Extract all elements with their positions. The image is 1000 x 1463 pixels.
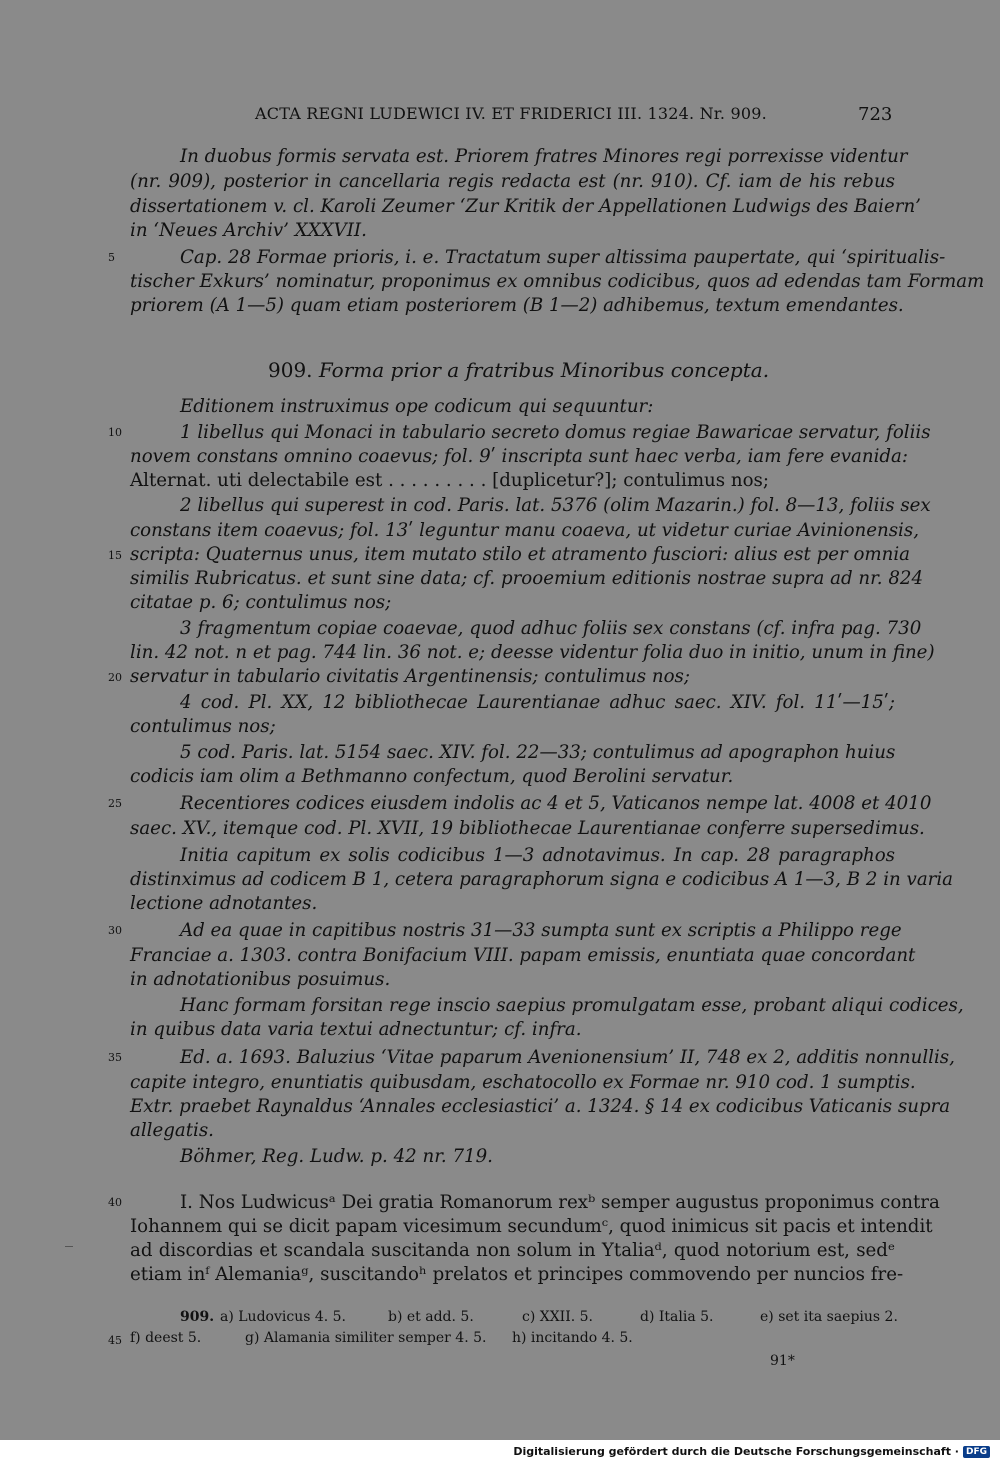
body-line: in quibus data varia textui adnectuntur; cf. infra.	[130, 1019, 582, 1040]
body-line: servatur in tabulario civitatis Argentinensis; contulimus nos;	[130, 666, 690, 687]
body-line: Editionem instruximus ope codicum qui sequuntur:	[180, 396, 654, 417]
footer-text: Digitalisierung gefördert durch die Deutsche Forschungsgemeinschaft ·	[513, 1445, 959, 1458]
dfg-logo-icon[interactable]: DFG	[963, 1446, 990, 1458]
footnote-h: h) incitando 4. 5.	[512, 1330, 633, 1346]
margin-number: 45	[108, 1334, 122, 1347]
margin-number: 15	[108, 549, 122, 562]
body-line: 1 libellus qui Monaci in tabulario secreto domus regiae Bawaricae servatur, foliis	[180, 422, 931, 443]
page-number: 723	[858, 104, 893, 125]
text-line: I. Nos Ludwicusᵃ Dei gratia Romanorum rexᵇ semper augustus proponimus contra	[180, 1192, 940, 1213]
intro-line: dissertationem v. cl. Karoli Zeumer ‘Zur Kritik der Appellationen Ludwigs des Baiern’	[130, 196, 921, 217]
body-line: 5 cod. Paris. lat. 5154 saec. XIV. fol. 22—33; contulimus ad apographon huius	[180, 742, 896, 763]
body-line: Recentiores codices eiusdem indolis ac 4 et 5, Vaticanos nempe lat. 4008 et 4010	[180, 793, 932, 814]
margin-number: 10	[108, 426, 122, 439]
digitization-footer	[0, 1440, 1000, 1463]
intro-line: tischer Exkurs’ nominatur, proponimus ex omnibus codicibus, quos ad edendas tam Formam	[130, 271, 985, 292]
body-line: allegatis.	[130, 1120, 214, 1141]
footnote-b: b) et add. 5.	[388, 1309, 474, 1325]
document-number: 909.	[268, 358, 313, 382]
intro-line: in ‘Neues Archiv’ XXXVII.	[130, 220, 367, 241]
body-line: contulimus nos;	[130, 716, 276, 737]
body-line: capite integro, enuntiatis quibusdam, eschatocollo ex Formae nr. 910 cod. 1 sumptis.	[130, 1072, 916, 1093]
text-line: etiam inᶠ Alemaniaᵍ, suscitandoʰ prelatos et principes commovendo per nuncios fre-	[130, 1264, 904, 1285]
body-line: citatae p. 6; contulimus nos;	[130, 592, 392, 613]
intro-line: In duobus formis servata est. Priorem fratres Minores regi porrexisse videntur	[180, 146, 908, 167]
margin-number: 25	[108, 797, 122, 810]
footnote-f: f) deest 5.	[130, 1330, 202, 1346]
intro-line: (nr. 909), posterior in cancellaria regis redacta est (nr. 910). Cf. iam de his rebus	[130, 171, 895, 192]
body-line: saec. XV., itemque cod. Pl. XVII, 19 bibliothecae Laurentianae conferre supersedimus.	[130, 818, 925, 839]
margin-number: 35	[108, 1051, 122, 1064]
footnote-c: c) XXII. 5.	[522, 1309, 594, 1325]
text-line: ad discordias et scandala suscitanda non solum in Ytaliaᵈ, quod notorium est, sedᵉ	[130, 1240, 895, 1261]
body-line: Böhmer, Reg. Ludw. p. 42 nr. 719.	[180, 1146, 493, 1167]
document-title	[268, 358, 769, 382]
footnote-d: d) Italia 5.	[640, 1309, 714, 1325]
margin-number: 20	[108, 671, 122, 684]
intro-line: Cap. 28 Formae prioris, i. e. Tractatum super altissima paupertate, qui ‘spiritualis-	[180, 247, 946, 268]
signature-mark: 91*	[770, 1353, 795, 1369]
margin-number: 5	[108, 251, 115, 264]
body-line: novem constans omnino coaevus; fol. 9ʹ inscripta sunt haec verba, iam fere evanida:	[130, 446, 909, 467]
body-line: Extr. praebet Raynaldus ‘Annales ecclesiastici’ a. 1324. § 14 ex codicibus Vaticanis supra	[130, 1096, 951, 1117]
footnote-a: a) Ludovicus 4. 5.	[220, 1309, 347, 1325]
body-line: Initia capitum ex solis codicibus 1—3 adnotavimus. In cap. 28 paragraphos	[180, 845, 895, 866]
body-line: lectione adnotantes.	[130, 893, 318, 914]
intro-line: priorem (A 1—5) quam etiam posteriorem (B 1—2) adhibemus, textum emendantes.	[130, 295, 904, 316]
body-line: similis Rubricatus. et sunt sine data; cf. prooemium editionis nostrae supra ad nr. 824	[130, 568, 924, 589]
body-line: Alternat. uti delectabile est . . . . . . . . . [duplicetur?]; contulimus nos;	[130, 470, 770, 491]
body-line: Ad ea quae in capitibus nostris 31—33 sumpta sunt ex scriptis a Philippo rege	[180, 920, 902, 941]
body-line: lin. 42 not. n et pag. 744 lin. 36 not. e; deesse videntur folia duo in initio, unum in fine)	[130, 642, 935, 663]
body-line: codicis iam olim a Bethmanno confectum, quod Berolini servatur.	[130, 766, 734, 787]
text-line: Iohannem qui se dicit papam vicesimum secundumᶜ, quod inimicus sit pacis et intendit	[130, 1216, 933, 1237]
body-line: 2 libellus qui superest in cod. Paris. lat. 5376 (olim Mazarin.) fol. 8—13, foliis sex	[180, 495, 931, 516]
body-line: Franciae a. 1303. contra Bonifacium VIII. papam emissis, enuntiata quae concordant	[130, 945, 916, 966]
margin-number: 30	[108, 924, 122, 937]
body-line: 4 cod. Pl. XX, 12 bibliothecae Laurentianae adhuc saec. XIV. fol. 11ʹ—15ʹ;	[180, 692, 895, 713]
body-line: distinximus ad codicem B 1, cetera paragraphorum signa e codicibus A 1—3, B 2 in varia	[130, 869, 954, 890]
body-line: constans item coaevus; fol. 13ʹ leguntur manu coaeva, ut videtur curiae Avinionensis,	[130, 520, 919, 541]
running-title: ACTA REGNI LUDEWICI IV. ET FRIDERICI III. 1324. Nr. 909.	[255, 104, 767, 123]
margin-number: 40	[108, 1196, 122, 1209]
body-line: 3 fragmentum copiae coaevae, quod adhuc foliis sex constans (cf. infra pag. 730	[180, 618, 922, 639]
body-line: Hanc formam forsitan rege inscio saepius promulgatam esse, probant aliqui codices,	[180, 995, 964, 1016]
footnote-number: 909.	[180, 1309, 215, 1325]
body-line: scripta: Quaternus unus, item mutato stilo et atramento fusciori: alius est per omnia	[130, 544, 911, 565]
footnote-g: g) Alamania similiter semper 4. 5.	[245, 1330, 487, 1346]
body-line: in adnotationibus posuimus.	[130, 969, 391, 990]
body-line: Ed. a. 1693. Baluzius ‘Vitae paparum Avenionensium’ II, 748 ex 2, additis nonnullis,	[180, 1047, 955, 1068]
document-heading: Forma prior a fratribus Minoribus concepta.	[318, 358, 770, 382]
margin-mark	[65, 1246, 73, 1247]
footnote-e: e) set ita saepius 2.	[760, 1309, 898, 1325]
